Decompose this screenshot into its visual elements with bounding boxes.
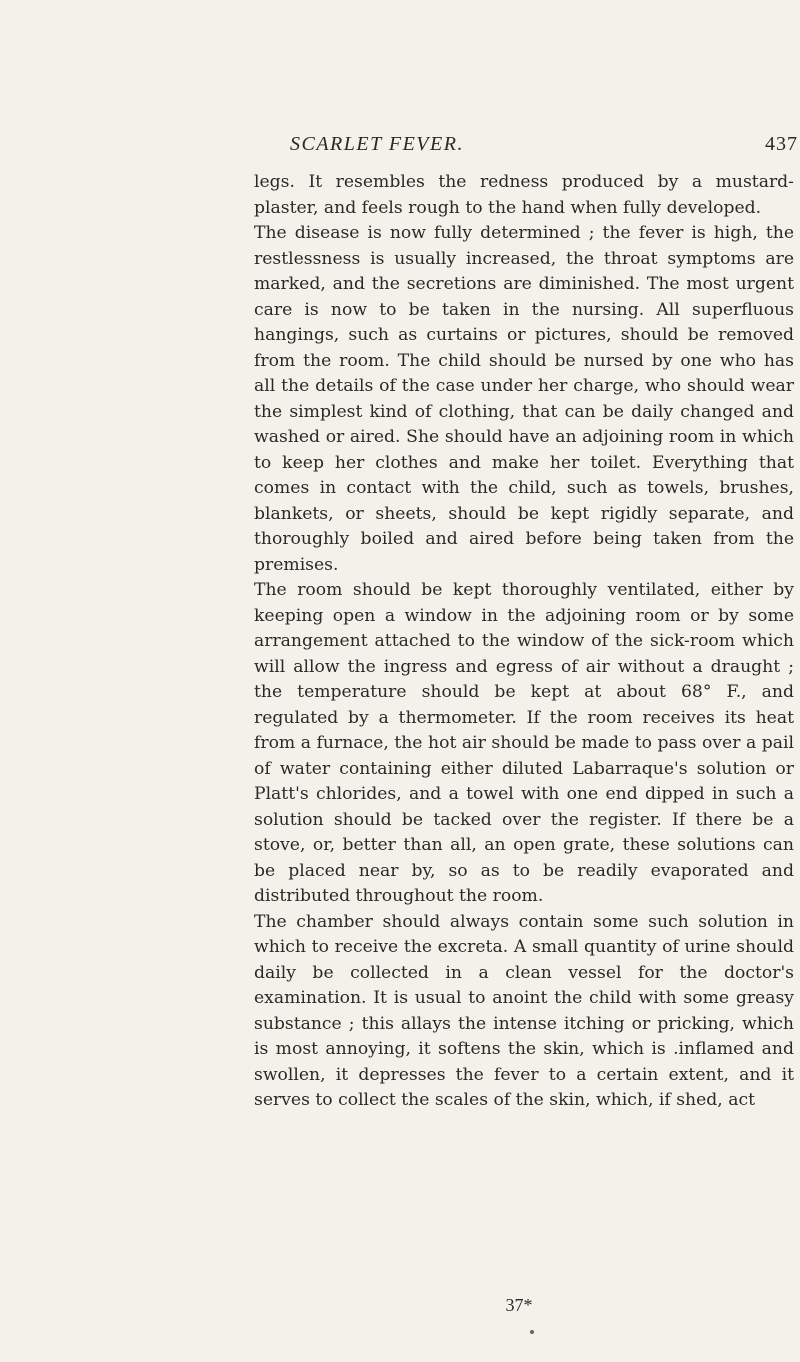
print-speck — [530, 1330, 534, 1334]
running-title: SCARLET FEVER. — [290, 133, 464, 155]
page-number: 437 — [765, 133, 798, 155]
paragraph-chamber: The chamber should always contain some such solution in which to receive the excreta. A small quantity of urine should daily be collected in a clean vessel for the doctor's examination. It is usual to anoint the child with some greasy substance ; this allays the intense itching or pricking, which is most annoying, it softens the skin, which is .inflamed and swollen, it depresses the fever to a certain extent, and it serves to collect the scales of the skin, which, if shed, act — [254, 911, 794, 1110]
paragraph-continuation: legs. It resembles the redness produced by a mustard-plaster, and feels rough to the hand when fully developed. — [254, 172, 794, 218]
running-head — [250, 133, 798, 159]
signature-mark: 37* — [505, 1295, 533, 1315]
paragraph-nursing: The disease is now fully determined ; the fever is high, the restlessness is usually increased, the throat symptoms are marked, and the secretions are diminished. The most urgent care is now to be taken in the nursing. All superfluous hangings, such as curtains or pictures, should be removed from the room. The child should be nursed by one who has all the details of the case under her charge, who should wear the simplest kind of clothing, that can be daily changed and washed or aired. She should have an adjoining room in which to keep her clothes and make her toilet. Everything that comes in contact with the child, such as towels, brushes, blankets, or sheets, should be kept rigidly separate, and thoroughly boiled and aired before being taken from the premises. — [254, 223, 794, 575]
paragraph-ventilation: The room should be kept thoroughly ventilated, either by keeping open a window in the adjoining room or by some arrangement attached to the window of the sick-room which will allow the ingress and egress of air without a draught ; the temperature should be kept at about 68° F., and regulated by a thermometer. If the room receives its heat from a furnace, the hot air should be made to pass over a pail of water containing either diluted Labarraque's solution or Platt's chlorides, and a towel with one end dipped in such a solution should be tacked over the register. If there be a stove, or, better than all, an open grate, these solutions can be placed near by, so as to be readily evaporated and distributed throughout the room. — [254, 580, 794, 906]
body-text — [254, 170, 794, 1114]
